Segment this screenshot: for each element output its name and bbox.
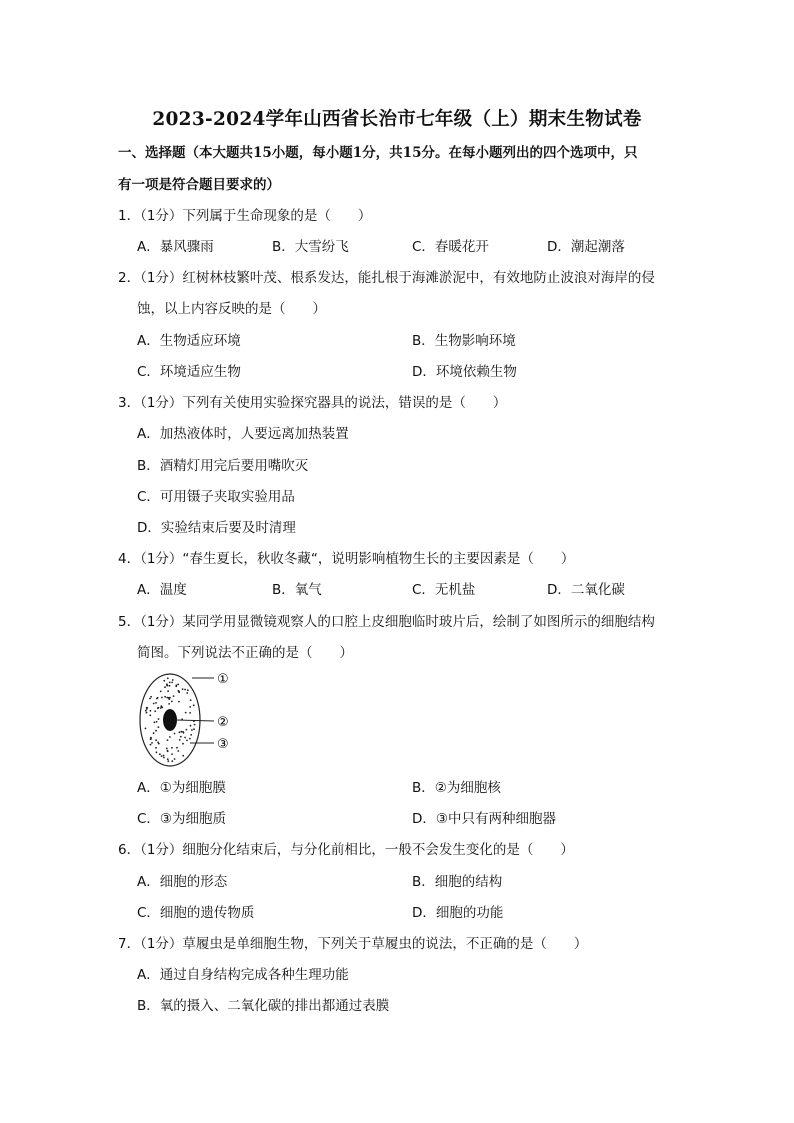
cytoplasm-dot <box>182 731 184 733</box>
question-2-option-d: D．环境依赖生物 <box>412 364 517 380</box>
cytoplasm-dot <box>185 712 187 714</box>
label-2: ② <box>217 715 229 730</box>
question-5-option-c: C．③为细胞质 <box>137 811 227 827</box>
cytoplasm-dot <box>184 737 186 739</box>
question-7-option-a: A．通过自身结构完成各种生理功能 <box>137 967 349 983</box>
cytoplasm-dot <box>186 729 188 731</box>
cytoplasm-dot <box>177 684 179 686</box>
question-3-option-c: C．可用镊子夹取实验用品 <box>137 489 295 505</box>
question-2-stem-line1: 2．（1分）红树林枝繁叶茂、根系发达，能扎根于海滩淤泥中，有效地防止波浪对海岸的侵 <box>118 270 655 286</box>
question-5-option-b: B．②为细胞核 <box>412 780 501 796</box>
cytoplasm-dot <box>160 691 162 693</box>
cytoplasm-dot <box>172 679 174 681</box>
cytoplasm-dot <box>171 701 173 703</box>
cytoplasm-dot <box>160 707 162 709</box>
cytoplasm-dot <box>190 699 192 701</box>
cytoplasm-dot <box>177 750 179 752</box>
question-1-option-a: A．暴风骤雨 <box>137 239 214 255</box>
question-5-stem-line2: 简图。下列说法不正确的是（ ） <box>137 645 353 661</box>
cytoplasm-dot <box>171 682 173 684</box>
cytoplasm-dot <box>169 685 171 687</box>
cytoplasm-dot <box>159 753 161 755</box>
cytoplasm-dot <box>178 691 180 693</box>
cytoplasm-dot <box>150 710 152 712</box>
question-4-option-c: C．无机盐 <box>412 582 476 598</box>
question-4-option-d: D．二氧化碳 <box>547 582 625 598</box>
cytoplasm-dot <box>150 744 152 746</box>
cytoplasm-dot <box>163 680 165 682</box>
question-1-option-d: D．潮起潮落 <box>547 239 625 255</box>
question-4-stem: 4．（1分）“春生夏长，秋收冬藏“，说明影响植物生长的主要因素是（ ） <box>118 551 575 567</box>
cytoplasm-dot <box>167 677 169 679</box>
cytoplasm-dot <box>158 718 160 720</box>
cytoplasm-dot <box>180 731 182 733</box>
question-7-stem: 7．（1分）草履虫是单细胞生物，下列关于草履虫的说法，不正确的是（ ） <box>118 936 588 952</box>
cytoplasm-dot <box>157 742 159 744</box>
cytoplasm-dot <box>187 689 189 691</box>
cytoplasm-dot <box>180 736 182 738</box>
cytoplasm-dot <box>158 707 160 709</box>
section-heading-line2: 有一项是符合题目要求的） <box>118 177 280 193</box>
cytoplasm-dot <box>154 721 156 723</box>
cytoplasm-dot <box>155 702 157 704</box>
cytoplasm-dot <box>149 698 151 700</box>
cytoplasm-dot <box>174 733 176 735</box>
cytoplasm-dot <box>173 695 175 697</box>
cytoplasm-dot <box>169 682 171 684</box>
cytoplasm-dot <box>163 757 165 759</box>
question-3-option-d: D．实验结束后要及时清理 <box>137 520 296 536</box>
cytoplasm-dot <box>186 740 188 742</box>
cytoplasm-dot <box>156 698 158 700</box>
cytoplasm-dot <box>155 730 157 732</box>
question-6-option-d: D．细胞的功能 <box>412 905 504 921</box>
cytoplasm-dot <box>189 706 191 708</box>
cytoplasm-dot <box>189 712 191 714</box>
cell-diagram-svg <box>132 668 242 768</box>
cytoplasm-dot <box>191 729 193 731</box>
question-2-option-b: B．生物影响环境 <box>412 333 516 349</box>
cytoplasm-dot <box>186 692 188 694</box>
cytoplasm-dot <box>190 734 192 736</box>
question-1-option-c: C．春暖花开 <box>412 239 489 255</box>
cytoplasm-dot <box>167 739 169 741</box>
cytoplasm-dot <box>167 690 169 692</box>
cytoplasm-dot <box>156 721 158 723</box>
question-5-stem-line1: 5．（1分）某同学用显微镜观察人的口腔上皮细胞临时玻片后，绘制了如图所示的细胞结构 <box>118 614 655 630</box>
cytoplasm-dot <box>171 753 173 755</box>
question-6-option-b: B．细胞的结构 <box>412 874 503 890</box>
question-6-option-a: A．细胞的形态 <box>137 874 228 890</box>
cytoplasm-dot <box>184 689 186 691</box>
cytoplasm-dot <box>169 736 171 738</box>
cytoplasm-dot <box>166 684 168 686</box>
question-1-stem: 1．（1分）下列属于生命现象的是（ ） <box>118 208 372 224</box>
section-heading-line1: 一、选择题（本大题共15小题，每小题1分，共15分。在每小题列出的四个选项中，只 <box>118 145 638 161</box>
cytoplasm-dot <box>158 726 160 728</box>
question-3-stem: 3．（1分）下列有关使用实验探究器具的说法，错误的是（ ） <box>118 395 507 411</box>
question-3-option-b: B．酒精灯用完后要用嘴吹灭 <box>137 458 309 474</box>
cytoplasm-dot <box>161 697 163 699</box>
page-title: 2023-2024学年山西省长治市七年级（上）期末生物试卷 <box>152 109 642 130</box>
cytoplasm-dot <box>168 698 170 700</box>
cytoplasm-dot <box>182 688 184 690</box>
cytoplasm-dot <box>164 686 166 688</box>
cytoplasm-dot <box>164 696 166 698</box>
cytoplasm-dot <box>155 739 157 741</box>
question-2-option-c: C．环境适应生物 <box>137 364 241 380</box>
cytoplasm-dot <box>167 758 169 760</box>
question-5-option-d: D．③中只有两种细胞器 <box>412 811 556 827</box>
cytoplasm-dot <box>160 705 162 707</box>
cytoplasm-dot <box>149 714 151 716</box>
question-7-option-b: B．氧的摄入、二氧化碳的排出都通过表膜 <box>137 998 390 1014</box>
cytoplasm-dot <box>182 743 184 745</box>
question-6-option-c: C．细胞的遗传物质 <box>137 905 255 921</box>
question-6-stem: 6．（1分）细胞分化结束后，与分化前相比，一般不会发生变化的是（ ） <box>118 842 574 858</box>
cytoplasm-dot <box>151 742 153 744</box>
cytoplasm-dot <box>156 751 158 753</box>
cytoplasm-dot <box>178 701 180 703</box>
cytoplasm-dot <box>190 725 192 727</box>
cytoplasm-dot <box>163 755 165 757</box>
cytoplasm-dot <box>146 707 148 709</box>
cytoplasm-dot <box>146 712 148 714</box>
question-4-option-b: B．氧气 <box>272 582 322 598</box>
cytoplasm-dot <box>145 710 147 712</box>
cytoplasm-dot <box>189 738 191 740</box>
cytoplasm-dot <box>194 724 196 726</box>
cytoplasm-dot <box>174 758 176 760</box>
cytoplasm-dot <box>171 760 173 762</box>
cytoplasm-dot <box>179 731 181 733</box>
label-3: ③ <box>217 737 229 752</box>
question-4-option-a: A．温度 <box>137 582 187 598</box>
cytoplasm-dot <box>155 747 157 749</box>
cytoplasm-dot <box>168 703 170 705</box>
label-1: ① <box>217 672 229 687</box>
question-3-option-a: A．加热液体时，人要远离加热装置 <box>137 426 349 442</box>
cytoplasm-dot <box>167 750 169 752</box>
cytoplasm-dot <box>166 748 168 750</box>
question-1-option-b: B．大雪纷飞 <box>272 239 349 255</box>
cytoplasm-dot <box>179 739 181 741</box>
cytoplasm-dot <box>153 732 155 734</box>
cytoplasm-dot <box>154 710 156 712</box>
cytoplasm-dot <box>161 755 163 757</box>
question-2-option-a: A．生物适应环境 <box>137 333 241 349</box>
cytoplasm-dot <box>193 728 195 730</box>
question-5-option-a: A．①为细胞膜 <box>137 780 226 796</box>
cytoplasm-dot <box>167 760 169 762</box>
cytoplasm-dot <box>145 728 147 730</box>
cell-structure-diagram <box>132 668 242 768</box>
cytoplasm-dot <box>171 747 173 749</box>
cytoplasm-dot <box>150 696 152 698</box>
cytoplasm-dot <box>150 737 152 739</box>
cytoplasm-dot <box>175 686 177 688</box>
cytoplasm-dot <box>176 747 178 749</box>
cell-nucleus <box>163 709 177 731</box>
cytoplasm-dot <box>182 755 184 757</box>
cytoplasm-dot <box>153 703 155 705</box>
question-2-stem-line2: 蚀，以上内容反映的是（ ） <box>137 301 326 317</box>
cytoplasm-dot <box>193 704 195 706</box>
